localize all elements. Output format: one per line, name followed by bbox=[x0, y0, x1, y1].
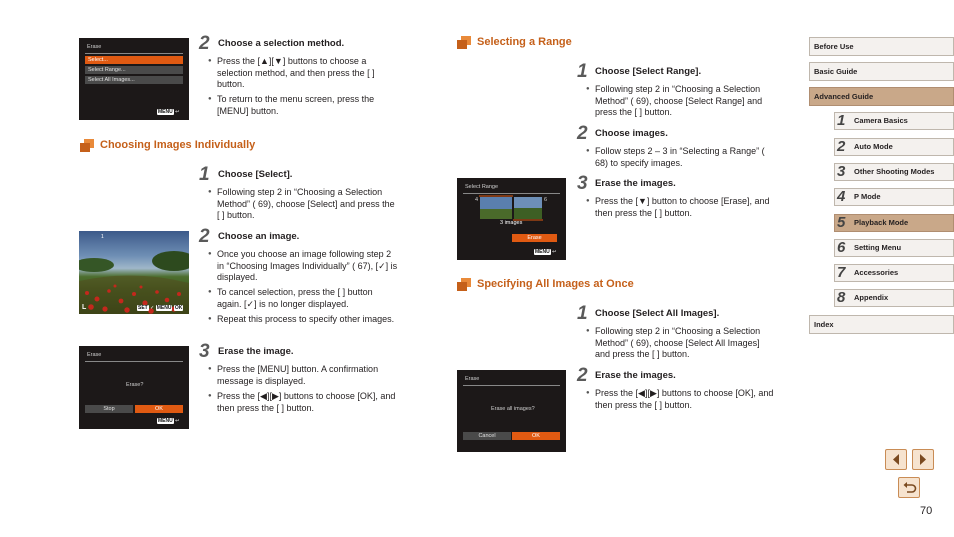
step-title: Choose [Select All Images]. bbox=[595, 308, 720, 319]
erase-all-screenshot bbox=[457, 370, 566, 452]
screen-title: Erase bbox=[87, 352, 102, 358]
step-number: 1 bbox=[199, 164, 210, 185]
section-title-all: Specifying All Images at Once bbox=[477, 278, 634, 290]
section-icon bbox=[80, 139, 94, 152]
step-number: 2 bbox=[577, 123, 588, 144]
photo-screenshot bbox=[79, 231, 189, 314]
chapter-other-shooting-modes[interactable]: 3 Other Shooting Modes bbox=[834, 163, 954, 181]
step-title: Choose an image. bbox=[218, 231, 300, 242]
menu-back-hint: MENU ↩ bbox=[535, 249, 557, 255]
bullet: ● Follow steps 2 – 3 in “Selecting a Range” ( 68) to specify images. bbox=[586, 146, 776, 169]
chapter-setting-menu[interactable]: 6 Setting Menu bbox=[834, 239, 954, 257]
select-range-screenshot bbox=[457, 178, 566, 260]
set-ok-hint: SET ✓ MENU OK bbox=[138, 305, 183, 311]
bullet: ● Press the [◀][▶] buttons to choose [OK], and then press the [ ] button. bbox=[586, 388, 776, 411]
step-title: Choose a selection method. bbox=[218, 38, 345, 49]
step-title: Choose [Select Range]. bbox=[595, 66, 702, 77]
image-counter: 1 bbox=[101, 234, 104, 240]
chapter-accessories[interactable]: 7 Accessories bbox=[834, 264, 954, 282]
step-number: 2 bbox=[577, 365, 588, 386]
nav-basic-guide[interactable]: Basic Guide bbox=[809, 62, 954, 81]
step-number: 3 bbox=[577, 173, 588, 194]
chevron-right-icon bbox=[912, 449, 934, 470]
section-title-individual: Choosing Images Individually bbox=[100, 139, 256, 151]
screen-title: Erase bbox=[465, 376, 480, 382]
step-number: 1 bbox=[577, 303, 588, 324]
section-icon bbox=[457, 278, 471, 291]
cancel-option: Cancel bbox=[463, 432, 511, 440]
return-button[interactable] bbox=[898, 477, 920, 498]
menu-item-select-all: Select All Images... bbox=[85, 76, 183, 84]
step-title: Choose [Select]. bbox=[218, 169, 293, 180]
bullet: ● Once you choose an image following step 2 in “Choosing Images Individually” ( 67), [✓] is displayed. bbox=[208, 249, 398, 284]
nav-advanced-guide[interactable]: Advanced Guide bbox=[809, 87, 954, 106]
nav-index[interactable]: Index bbox=[809, 315, 954, 334]
ok-option: OK bbox=[135, 405, 183, 413]
bullet: ● To return to the menu screen, press the [MENU] button. bbox=[208, 94, 398, 117]
page-number: 70 bbox=[920, 505, 933, 517]
bullet: ● Following step 2 in “Choosing a Selection Method” ( 69), choose [Select All Images] and press the [ ] button. bbox=[586, 326, 776, 361]
bullet: ● Press the [◀][▶] buttons to choose [OK], and then press the [ ] button. bbox=[208, 391, 398, 414]
erase-confirm-screenshot bbox=[79, 346, 189, 429]
confirm-question: Erase all images? bbox=[491, 406, 535, 412]
step-number: 1 bbox=[577, 61, 588, 82]
step-number: 3 bbox=[199, 341, 210, 362]
range-image-count: 3 images bbox=[500, 220, 523, 226]
range-thumbnails bbox=[457, 178, 566, 260]
menu-back-hint: MENU ↩ bbox=[158, 109, 180, 115]
erase-menu-screenshot bbox=[79, 38, 189, 120]
chapter-appendix[interactable]: 8 Appendix bbox=[834, 289, 954, 307]
nav-before-use[interactable]: Before Use bbox=[809, 37, 954, 56]
step-title: Erase the image. bbox=[218, 346, 294, 357]
chapter-playback-mode[interactable]: 5 Playback Mode bbox=[834, 214, 954, 232]
step-title: Erase the images. bbox=[595, 178, 676, 189]
step-number: 2 bbox=[199, 33, 210, 54]
menu-item-select-range: Select Range... bbox=[85, 66, 183, 74]
bullet: ● Press the [MENU] button. A confirmation message is displayed. bbox=[208, 364, 398, 387]
step-number: 2 bbox=[199, 226, 210, 247]
field-of-flowers-image bbox=[79, 231, 189, 314]
bullet: ● Repeat this process to specify other images. bbox=[208, 314, 398, 326]
screen-title: Select Range bbox=[465, 184, 499, 190]
chevron-left-icon bbox=[885, 449, 907, 470]
screen-title: Erase bbox=[87, 44, 102, 50]
confirm-question: Erase? bbox=[126, 382, 144, 388]
menu-back-hint: MENU ↩ bbox=[158, 418, 180, 424]
menu-item-select: Select... bbox=[85, 56, 183, 64]
section-icon bbox=[457, 36, 471, 49]
step-title: Choose images. bbox=[595, 128, 668, 139]
bullet: ● Following step 2 in “Choosing a Selection Method” ( 69), choose [Select] and press the [ ] button. bbox=[208, 187, 398, 222]
stop-option: Stop bbox=[85, 405, 133, 413]
section-title-range: Selecting a Range bbox=[477, 36, 572, 48]
step-title: Erase the images. bbox=[595, 370, 676, 381]
chapter-p-mode[interactable]: 4 P Mode bbox=[834, 188, 954, 206]
erase-option: Erase bbox=[512, 234, 557, 242]
next-page-button[interactable] bbox=[912, 449, 934, 470]
prev-page-button[interactable] bbox=[885, 449, 907, 470]
bullet: ● To cancel selection, press the [ ] button again. [✓] is no longer displayed. bbox=[208, 287, 398, 310]
bullet: ● Press the [▲][▼] buttons to choose a selection method, and then press the [ ] button. bbox=[208, 56, 398, 91]
bullet: ● Press the [▼] button to choose [Erase], and then press the [ ] button. bbox=[586, 196, 776, 219]
chapter-auto-mode[interactable]: 2 Auto Mode bbox=[834, 138, 954, 156]
bullet: ● Following step 2 in “Choosing a Selection Method” ( 69), choose [Select Range] and press the [ ] button. bbox=[586, 84, 776, 119]
return-icon bbox=[898, 477, 920, 498]
image-size: L bbox=[82, 304, 87, 311]
range-start-number: 4 bbox=[475, 197, 479, 203]
chapter-camera-basics[interactable]: 1 Camera Basics bbox=[834, 112, 954, 130]
ok-option: OK bbox=[512, 432, 560, 440]
range-end-number: 6 bbox=[544, 197, 548, 203]
